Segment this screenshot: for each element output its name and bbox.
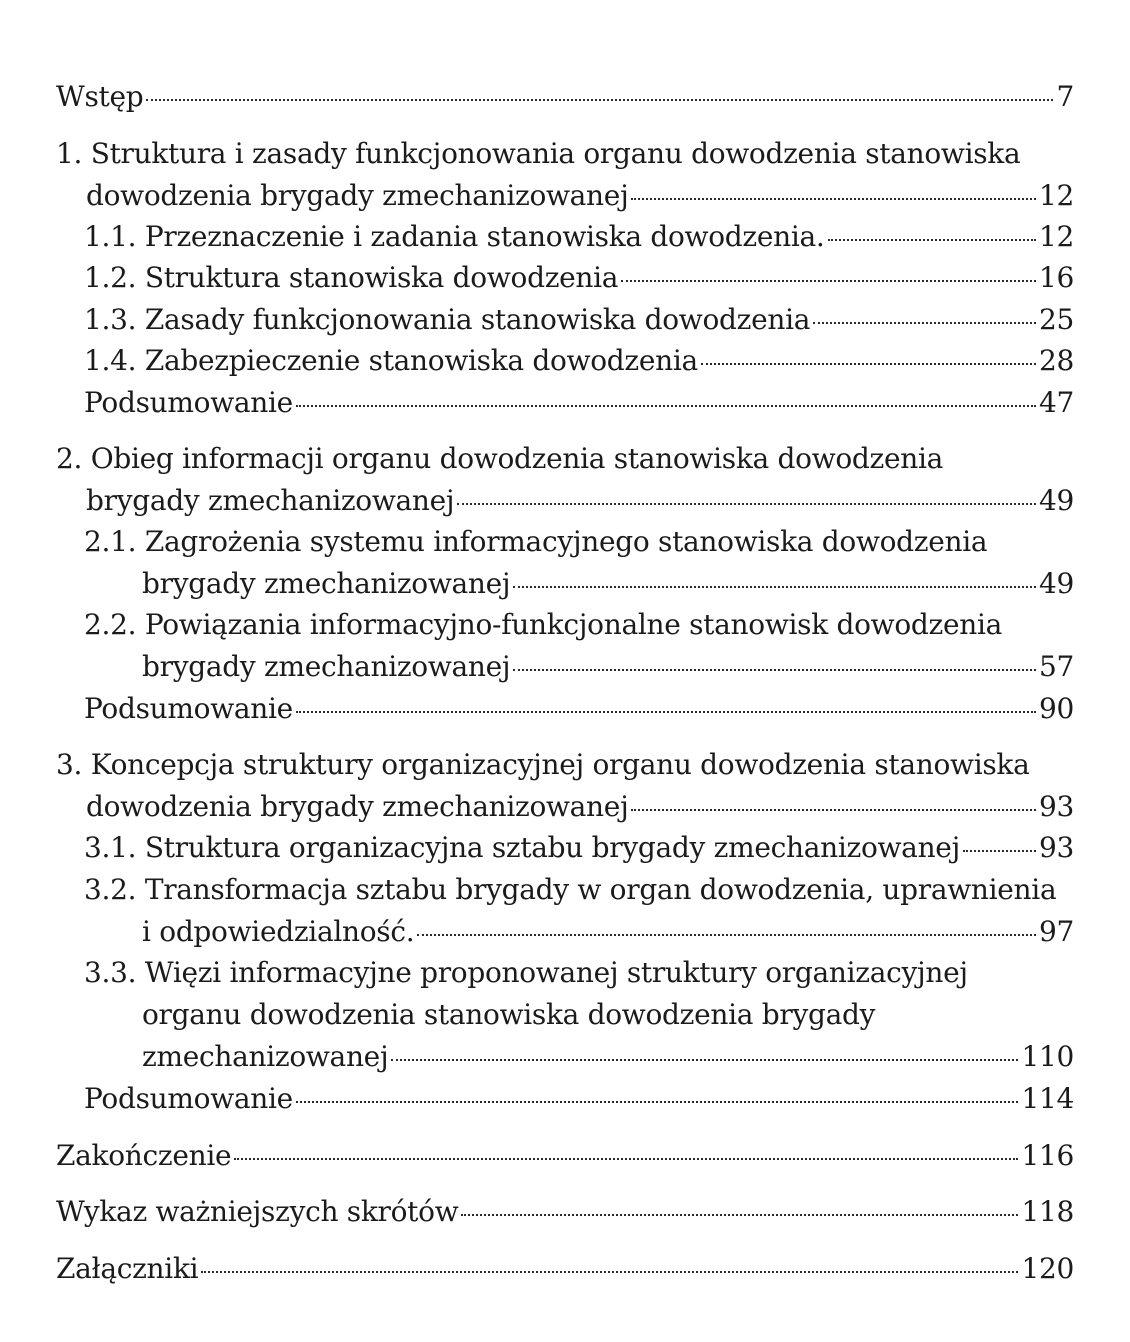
dot-leader: [631, 198, 1036, 200]
page-number: 110: [1021, 1040, 1074, 1073]
page-number: 118: [1021, 1195, 1074, 1228]
toc-summary-3: [84, 1078, 1074, 1120]
dot-leader: [391, 1059, 1018, 1061]
dot-leader: [417, 934, 1036, 936]
page-number: 93: [1038, 790, 1074, 823]
dot-leader: [201, 1271, 1018, 1273]
page-number: 90: [1038, 692, 1074, 725]
page-number: 47: [1038, 386, 1074, 419]
page-number: 97: [1038, 915, 1074, 948]
section-title-line: organu dowodzenia stanowiska dowodzenia brygady: [142, 998, 876, 1031]
section-title: Podsumowanie: [84, 386, 293, 419]
dot-leader: [146, 99, 1053, 101]
toc-section-3-1: [84, 827, 1074, 869]
toc-chapter-1: [56, 133, 1074, 217]
dot-leader: [296, 1101, 1019, 1103]
page-number: 93: [1038, 831, 1074, 864]
chapter-title-line: dowodzenia brygady zmechanizowanej: [86, 179, 629, 212]
section-title: 3.1. Struktura organizacyjna sztabu brygady zmechanizowanej: [84, 831, 960, 864]
dot-leader: [963, 850, 1036, 852]
entry-title: Wstęp: [56, 80, 144, 113]
section-title-line: zmechanizowanej: [142, 1040, 389, 1073]
toc-summary-2: [84, 688, 1074, 730]
section-title: 1.2. Struktura stanowiska dowodzenia: [84, 261, 619, 294]
toc-entry-zalaczniki: [56, 1248, 1074, 1290]
dot-leader: [621, 280, 1036, 282]
page-number: 49: [1038, 567, 1074, 600]
dot-leader: [828, 239, 1036, 241]
toc-entry-wstep: [56, 76, 1074, 118]
section-title-line: brygady zmechanizowanej: [142, 650, 511, 683]
page-number: 12: [1038, 179, 1074, 212]
page-number: 49: [1038, 484, 1074, 517]
toc-section-3-2: [84, 869, 1074, 953]
dot-leader: [457, 503, 1036, 505]
section-title-line: 2.2. Powiązania informacyjno-funkcjonalne stanowisk dowodzenia: [84, 608, 1003, 641]
toc-section-2-2: [84, 604, 1074, 688]
toc-section-3-3: [84, 952, 1074, 1078]
chapter-title-line: 1. Struktura i zasady funkcjonowania organu dowodzenia stanowiska: [56, 137, 1021, 170]
page-number: 7: [1056, 80, 1074, 113]
page-number: 116: [1021, 1139, 1074, 1172]
toc-section-1-1: [84, 216, 1074, 258]
dot-leader: [461, 1214, 1018, 1216]
chapter-title-line: dowodzenia brygady zmechanizowanej: [86, 790, 629, 823]
toc-chapter-3: [56, 744, 1074, 828]
toc-chapter-2: [56, 438, 1074, 522]
page-number: 28: [1038, 344, 1074, 377]
section-title: 1.4. Zabezpieczenie stanowiska dowodzenia: [84, 344, 698, 377]
dot-leader: [513, 586, 1036, 588]
section-title: 1.3. Zasady funkcjonowania stanowiska dowodzenia: [84, 303, 811, 336]
page-number: 12: [1038, 220, 1074, 253]
page-number: 16: [1038, 261, 1074, 294]
dot-leader: [296, 711, 1036, 713]
chapter-title-line: 2. Obieg informacji organu dowodzenia stanowiska dowodzenia: [56, 442, 944, 475]
dot-leader: [631, 809, 1036, 811]
section-title: Podsumowanie: [84, 692, 293, 725]
section-title: 1.1. Przeznaczenie i zadania stanowiska dowodzenia.: [84, 220, 825, 253]
page-number: 57: [1038, 650, 1074, 683]
toc-section-1-2: [84, 257, 1074, 299]
chapter-title-line: brygady zmechanizowanej: [86, 484, 455, 517]
section-title-line: brygady zmechanizowanej: [142, 567, 511, 600]
dot-leader: [234, 1158, 1018, 1160]
section-title-line: 3.3. Więzi informacyjne proponowanej struktury organizacyjnej: [84, 956, 968, 989]
toc-section-1-3: [84, 299, 1074, 341]
entry-title: Załączniki: [56, 1252, 199, 1285]
toc-section-1-4: [84, 340, 1074, 382]
entry-title: Zakończenie: [56, 1139, 232, 1172]
page-number: 114: [1021, 1082, 1074, 1115]
page-number: 120: [1021, 1252, 1074, 1285]
toc-entry-zakonczenie: [56, 1135, 1074, 1177]
chapter-title-line: 3. Koncepcja struktury organizacyjnej organu dowodzenia stanowiska: [56, 748, 1030, 781]
toc-section-2-1: [84, 521, 1074, 605]
section-title: Podsumowanie: [84, 1082, 293, 1115]
dot-leader: [813, 322, 1036, 324]
entry-title: Wykaz ważniejszych skrótów: [56, 1195, 459, 1228]
section-title-line: 3.2. Transformacja sztabu brygady w organ dowodzenia, uprawnienia: [84, 873, 1057, 906]
dot-leader: [296, 405, 1036, 407]
toc-summary-1: [84, 382, 1074, 424]
section-title-line: i odpowiedzialność.: [142, 915, 415, 948]
dot-leader: [701, 363, 1036, 365]
page-number: 25: [1038, 303, 1074, 336]
section-title-line: 2.1. Zagrożenia systemu informacyjnego stanowiska dowodzenia: [84, 525, 988, 558]
dot-leader: [513, 669, 1036, 671]
toc-entry-skroty: [56, 1191, 1074, 1233]
